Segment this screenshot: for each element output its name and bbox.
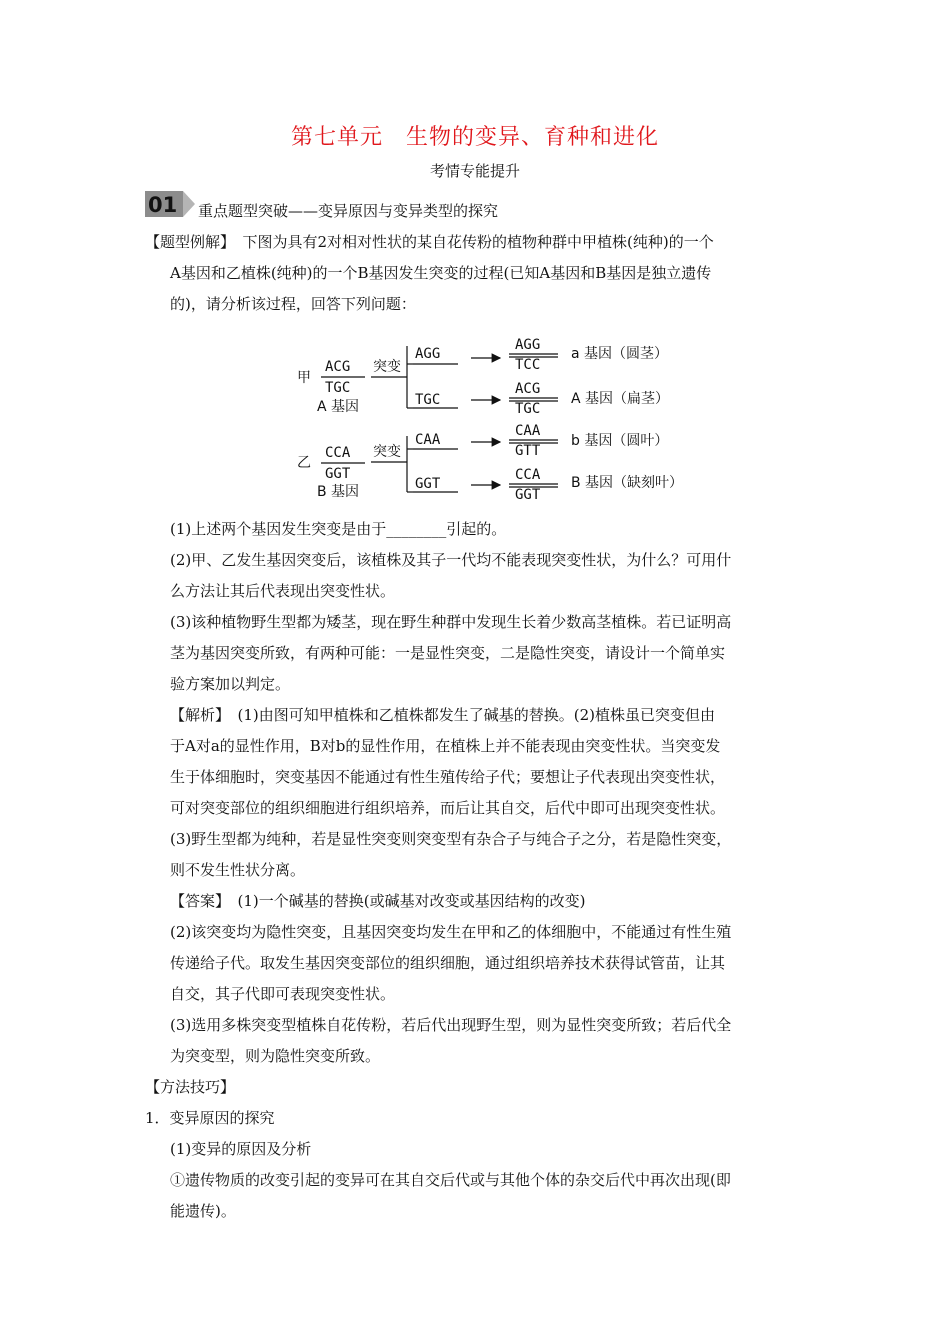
- text-line: 可对突变部位的组织细胞进行组织培养，而后让其自交，后代中即可出现突变性状。: [170, 799, 726, 817]
- text-line: (3)选用多株突变型植株自花传粉，若后代出现野生型，则为显性突变所致；若后代全: [170, 1016, 732, 1034]
- badge-number: 01: [148, 193, 178, 217]
- text-line: (2)该突变均为隐性突变，且基因突变均发生在甲和乙的体细胞中，不能通过有性生殖: [170, 923, 732, 941]
- yi-branch2-top: CCA: [515, 467, 541, 483]
- page-title: 第七单元 生物的变异、育种和进化: [290, 125, 659, 150]
- section-number-badge: [145, 191, 195, 217]
- text-line: 的)，请分析该过程，回答下列问题：: [170, 295, 416, 313]
- text-line: 么方法让其后代表现出突变性状。: [170, 582, 396, 600]
- yi-branch2-bottom: GGT: [515, 487, 541, 501]
- jia-branch1-single: AGG: [415, 346, 441, 362]
- text-line: 传递给子代。取发生基因突变部位的组织细胞，通过组织培养技术获得试管苗，让其: [170, 954, 726, 972]
- yi-branch2-single: GGT: [415, 476, 441, 492]
- answer-heading-line: 【答案】 (1)一个碱基的替换(或碱基对改变或基因结构的改变): [170, 892, 586, 910]
- jia-branch1-bottom: TCC: [515, 357, 541, 373]
- jia-branch2-top: ACG: [515, 381, 541, 397]
- subsection-heading: 1．变异原因的探究: [145, 1109, 275, 1127]
- yi-branch2-result: B 基因（缺刻叶）: [571, 475, 684, 491]
- yi-branch1-bottom: GTT: [515, 443, 541, 459]
- yi-branch1-result: b 基因（圆叶）: [571, 433, 669, 449]
- jia-branch2-single: TGC: [415, 392, 441, 408]
- method-tips-heading: 【方法技巧】: [145, 1078, 236, 1096]
- plant-jia-label: 甲: [297, 370, 311, 386]
- text-line: 验方案加以判定。: [170, 675, 291, 693]
- page-subtitle: 考情专能提升: [429, 162, 520, 180]
- analysis-heading-line: 【解析】 (1)由图可知甲植株和乙植株都发生了碱基的替换。(2)植株虽已突变但由: [170, 706, 715, 724]
- yi-top-strand: CCA: [325, 445, 351, 461]
- yi-gene-label: B 基因: [317, 484, 360, 500]
- yi-mutation-label: 突变: [373, 444, 401, 460]
- jia-top-strand: ACG: [325, 359, 351, 375]
- jia-bottom-strand: TGC: [325, 380, 351, 396]
- jia-branch1-top: AGG: [515, 337, 541, 353]
- yi-bottom-strand: GGT: [325, 466, 351, 482]
- text-line: (1)变异的原因及分析: [170, 1140, 312, 1158]
- text-line: 能遗传)。: [170, 1202, 236, 1220]
- yi-branch1-top: CAA: [515, 423, 541, 439]
- plant-yi-label: 乙: [297, 455, 311, 471]
- text-line: ①遗传物质的改变引起的变异可在其自交后代或与其他个体的杂交后代中再次出现(即: [170, 1171, 731, 1189]
- text-line: 则不发生性状分离。: [170, 861, 306, 879]
- question-2: (2)甲、乙发生基因突变后，该植株及其子一代均不能表现突变性状，为什么？可用什: [170, 551, 732, 569]
- section-heading: 重点题型突破——变异原因与变异类型的探究: [198, 202, 499, 220]
- jia-branch1-result: a 基因（圆茎）: [571, 346, 669, 362]
- text-line: 于A对a的显性作用，B对b的显性作用，在植株上并不能表现由突变性状。当突变发: [170, 737, 721, 755]
- text-line: 茎为基因突变所致，有两种可能：一是显性突变，二是隐性突变，请设计一个简单实: [170, 644, 726, 662]
- text-line: 为突变型，则为隐性突变所致。: [170, 1047, 381, 1065]
- question-1: (1)上述两个基因发生突变是由于________引起的。: [170, 520, 507, 538]
- text-line: 【题型例解】 下图为具有2对相对性状的某自花传粉的植物种群中甲植株(纯种)的一个: [145, 233, 714, 251]
- jia-branch2-bottom: TGC: [515, 401, 541, 417]
- text-line: 生于体细胞时，突变基因不能通过有性生殖传给子代；要想让子代表现出突变性状，: [170, 768, 726, 786]
- text-line: (3)野生型都为纯种，若是显性突变则突变型有杂合子与纯合子之分，若是隐性突变，: [170, 830, 732, 848]
- text-line: 自交，其子代即可表现突变性状。: [170, 985, 396, 1003]
- yi-branch1-single: CAA: [415, 432, 441, 448]
- jia-mutation-label: 突变: [373, 359, 401, 375]
- gene-mutation-diagram: [293, 336, 713, 501]
- jia-gene-label: A 基因: [317, 399, 360, 415]
- text-line: A基因和乙植株(纯种)的一个B基因发生突变的过程(已知A基因和B基因是独立遗传: [170, 264, 712, 282]
- jia-branch2-result: A 基因（扁茎）: [571, 391, 670, 407]
- question-3: (3)该种植物野生型都为矮茎，现在野生种群中发现生长着少数高茎植株。若已证明高: [170, 613, 732, 631]
